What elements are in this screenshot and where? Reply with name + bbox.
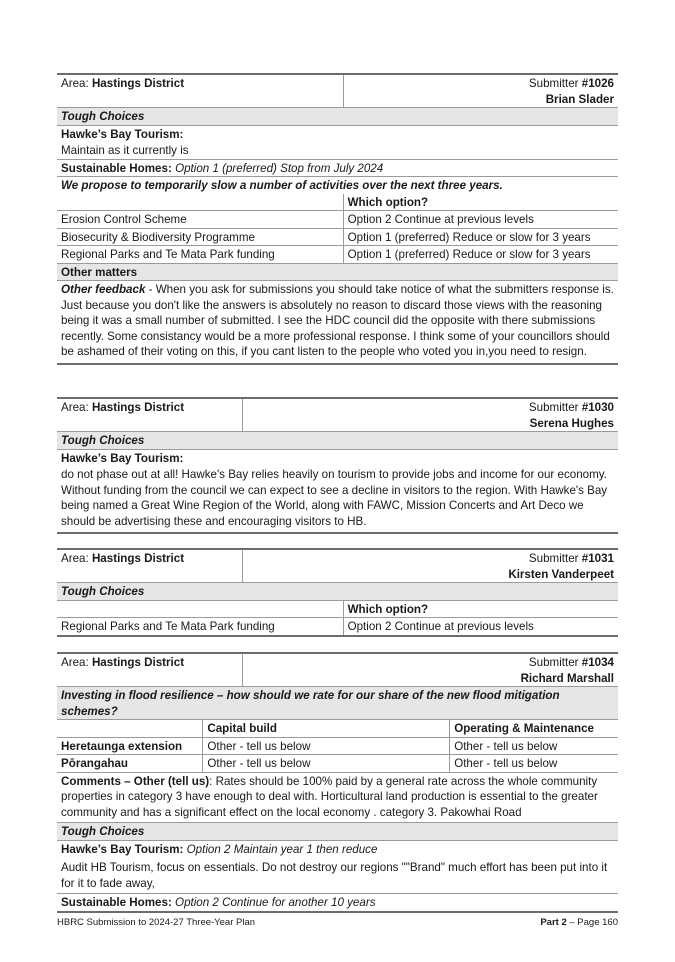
scheme-name: Pōrangahau xyxy=(57,755,203,773)
submitter-name: Richard Marshall xyxy=(520,671,614,685)
submission-header xyxy=(57,398,618,432)
activity-row xyxy=(57,618,618,636)
sustainable-homes-value: Option 1 (preferred) Stop from July 2024 xyxy=(175,161,384,175)
tourism-text: Maintain as it currently is xyxy=(57,142,618,159)
scheme-operating: Other - tell us below xyxy=(450,755,618,773)
area-value: Hastings District xyxy=(91,77,185,90)
which-option-header: Which option? xyxy=(343,194,618,211)
tourism-row: Hawke’s Bay Tourism: Option 2 Maintain year 1 then reduce xyxy=(61,842,378,856)
tourism-label: Hawke’s Bay Tourism: xyxy=(61,127,184,141)
footer-page-number: Part 2 – Page 160 xyxy=(540,917,618,928)
area-cell: Area: Hastings District xyxy=(57,398,242,432)
submitter-name: Serena Hughes xyxy=(529,416,614,430)
sustainable-homes-row: Sustainable Homes: Option 1 (preferred) Stop from July 2024 xyxy=(57,159,618,177)
activity-name: Biosecurity & Biodiversity Programme xyxy=(57,228,343,246)
footer-document-title: HBRC Submission to 2024-27 Three-Year Plan xyxy=(57,917,256,928)
activity-name: Regional Parks and Te Mata Park funding xyxy=(57,246,343,264)
submission-header xyxy=(57,549,618,583)
tourism-text: do not phase out at all! Hawke's Bay relies heavily on tourism to provide jobs and income for our economy. Without funding from the council we can expect to see a decline in visitors to the region. With Hawke's Bay being named a Great Wine Region of the World, along with FAWC, Mission Concerts and Art Deco we should be advertising these and encouraging visitors to HB. xyxy=(57,466,618,533)
area-cell: Area: Hastings District xyxy=(57,549,242,583)
scheme-name: Heretaunga extension xyxy=(57,737,203,755)
submitter-name: Kirsten Vanderpeet xyxy=(508,567,614,581)
activity-row xyxy=(57,246,618,264)
submitter-number: #1031 xyxy=(581,552,614,565)
area-value: Hastings District xyxy=(91,656,185,669)
submitter-number: #1030 xyxy=(581,401,614,414)
flood-table-header xyxy=(57,720,618,738)
other-feedback: Other feedback - When you ask for submissions you should take notice of what the submitters response is. Just because you don't like the answers is absolutely no reason to discard those views with the reasoning being it was a small number of submitted. I see the HDC council did the opposite with there submissions recently. Some consistancy would be a more professional response. I think some of your councillors should be ashamed of their voting on this, if you cant listen to the people who voted you in,you need to resign. xyxy=(57,281,618,364)
operating-header: Operating & Maintenance xyxy=(450,720,618,738)
activity-row xyxy=(57,228,618,246)
tough-choices-heading: Tough Choices xyxy=(57,108,618,126)
submission-1034 xyxy=(57,652,618,913)
activity-option: Option 2 Continue at previous levels xyxy=(343,618,618,636)
scheme-capital: Other - tell us below xyxy=(203,737,450,755)
submission-1031 xyxy=(57,548,618,637)
activity-option: Option 2 Continue at previous levels xyxy=(343,211,618,229)
tough-choices-heading: Tough Choices xyxy=(57,432,618,450)
scheme-operating: Other - tell us below xyxy=(450,737,618,755)
area-value: Hastings District xyxy=(91,401,185,414)
other-matters-heading: Other matters xyxy=(57,263,618,281)
tourism-label: Hawke’s Bay Tourism: xyxy=(61,451,184,465)
which-option-header: Which option? xyxy=(343,600,618,618)
scheme-row xyxy=(57,755,618,773)
submitter-name: Brian Slader xyxy=(545,92,614,106)
tough-choices-heading: Tough Choices xyxy=(57,823,618,841)
tough-choices-heading: Tough Choices xyxy=(57,583,618,601)
activities-heading: We propose to temporarily slow a number of activities over the next three years. xyxy=(61,179,503,192)
submission-header xyxy=(57,74,618,108)
submitter-number: #1034 xyxy=(581,656,614,669)
scheme-row xyxy=(57,737,618,755)
activity-option: Option 1 (preferred) Reduce or slow for 3 years xyxy=(343,246,618,264)
activity-name: Regional Parks and Te Mata Park funding xyxy=(57,618,343,636)
capital-build-header: Capital build xyxy=(203,720,450,738)
sustainable-homes-row: Sustainable Homes: Option 2 Continue for another 10 years xyxy=(57,894,618,912)
comments-other: Comments – Other (tell us): Rates should be 100% paid by a general rate across the whole community properties in category 3 have enough to deal with. Horticultural land production is essential to the greater community and has a significant effect on the local economy . category 3. Pakowhai Road xyxy=(57,772,618,823)
submitter-number: #1026 xyxy=(581,77,614,90)
tourism-option: Option 2 Maintain year 1 then reduce xyxy=(183,842,378,856)
submitter-cell: Submitter #1026 Brian Slader xyxy=(343,74,618,108)
submitter-cell: Submitter #1031 Kirsten Vanderpeet xyxy=(242,549,618,583)
submission-header xyxy=(57,653,618,687)
scheme-capital: Other - tell us below xyxy=(203,755,450,773)
area-cell: Area: Hastings District xyxy=(57,653,242,687)
submitter-cell: Submitter #1030 Serena Hughes xyxy=(242,398,618,432)
activity-row xyxy=(57,211,618,229)
sustainable-homes-value: Option 2 Continue for another 10 years xyxy=(171,896,376,909)
area-cell: Area: Hastings District xyxy=(57,74,343,108)
submission-1030 xyxy=(57,397,618,534)
submitter-cell: Submitter #1034 Richard Marshall xyxy=(242,653,618,687)
tourism-text: Audit HB Tourism, focus on essentials. Do not destroy our regions ""Brand" much effort has been put into it for it to fade away, xyxy=(57,857,618,894)
area-value: Hastings District xyxy=(91,552,185,565)
flood-resilience-heading: Investing in flood resilience – how should we rate for our share of the new flood mitigation schemes? xyxy=(57,687,618,720)
activity-name: Erosion Control Scheme xyxy=(57,211,343,229)
submission-1026 xyxy=(57,73,618,365)
activity-option: Option 1 (preferred) Reduce or slow for 3 years xyxy=(343,228,618,246)
